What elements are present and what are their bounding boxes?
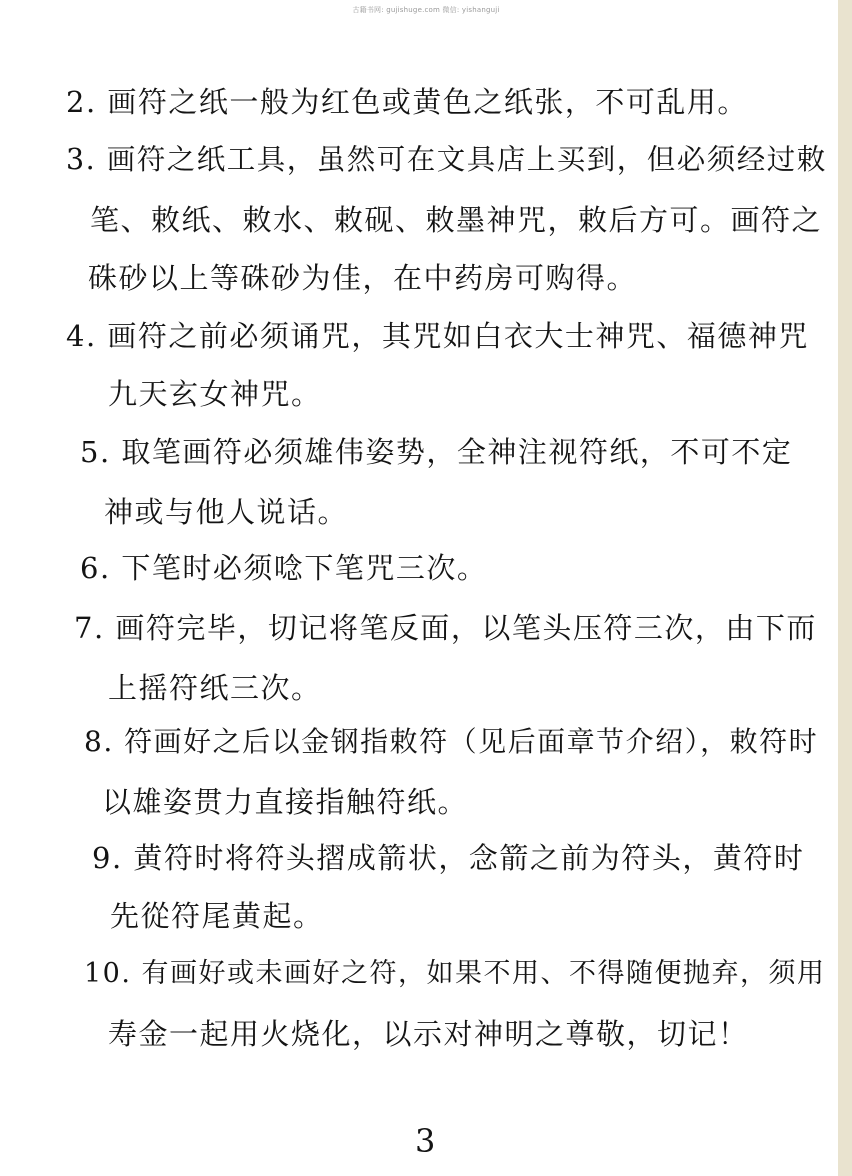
- text-line: 6. 下笔时必须唸下笔咒三次。: [80, 551, 488, 585]
- text-line: 7. 画符完毕，切记将笔反面，以笔头压符三次，由下而: [74, 611, 817, 645]
- text-line: 先從符尾黄起。: [110, 899, 324, 933]
- text-line: 九天玄女神咒。: [108, 377, 322, 411]
- text-line: 上摇符纸三次。: [108, 671, 322, 705]
- text-line: 4. 画符之前必须诵咒，其咒如白衣大士神咒、福德神咒: [66, 319, 809, 353]
- text-line: 2. 画符之纸一般为红色或黄色之纸张，不可乱用。: [66, 85, 748, 119]
- text-line: 硃砂以上等硃砂为佳，在中药房可购得。: [88, 261, 638, 295]
- text-line: 寿金一起用火烧化，以示对神明之尊敬，切记！: [108, 1017, 749, 1051]
- text-line: 神或与他人说话。: [104, 495, 349, 529]
- text-line: 5. 取笔画符必须雄伟姿势，全神注视符纸，不可不定: [80, 435, 793, 469]
- page-edge-shadow: [838, 0, 852, 1176]
- site-watermark: 古籍书网: gujishuge.com 微信: yishanguji: [352, 6, 500, 14]
- text-line: 9. 黄符时将符头摺成箭状，念箭之前为符头，黄符时: [92, 841, 805, 875]
- text-line: 10. 有画好或未画好之符，如果不用、不得随便抛弃，须用: [84, 958, 826, 989]
- text-line: 3. 画符之纸工具，虽然可在文具店上买到，但必须经过敕: [66, 143, 827, 176]
- page-number: 3: [415, 1122, 436, 1160]
- text-line: 笔、敕纸、敕水、敕砚、敕墨神咒，敕后方可。画符之: [90, 203, 823, 237]
- text-line: 以雄姿贯力直接指触符纸。: [102, 785, 469, 819]
- text-line: 8. 符画好之后以金钢指敕符（见后面章节介绍），敕符时: [84, 725, 819, 758]
